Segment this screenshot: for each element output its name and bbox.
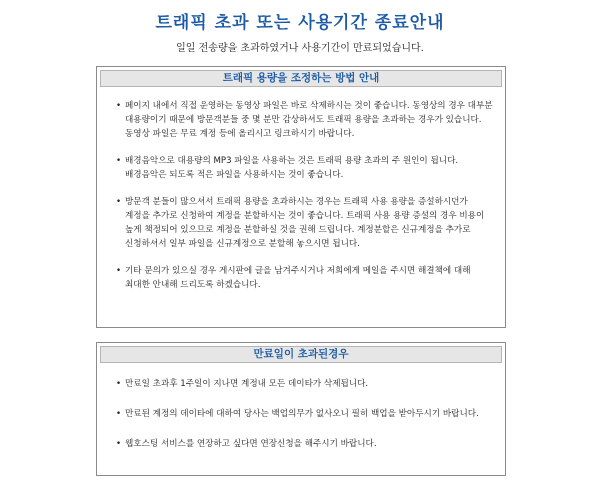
list-item-text: 웹호스팅 서비스를 연장하고 싶다면 연장신청을 해주시기 바랍니다. [125,439,377,449]
list-item [116,377,495,391]
bullet-icon: • [116,439,122,449]
list-item-text: 만료일 초과후 1주일이 지나면 계정내 모든 데이타가 삭제됩니다. [125,379,369,389]
list-item-text: 배경음악으로 대용량의 MP3 파일을 사용하는 것은 트래픽 용량 초과의 주 원인이 됩니다. 배경음악은 되도록 적은 파일을 사용하시는 것이 좋습니다. [125,156,459,180]
bullet-icon: • [116,101,122,111]
list-item [116,195,495,251]
page-subtitle: 일일 전송량을 초과하였거나 사용기간이 만료되었습니다. [176,43,424,54]
bullet-icon: • [116,266,122,276]
list-item-text: 기타 문의가 있으실 경우 게시판에 글을 남겨주시거나 저희에게 메일을 주시면 해결책에 대해 최대한 안내해 드리도록 하겠습니다. [125,266,471,290]
page-title: 트래픽 초과 또는 사용기간 종료안내 [155,13,445,33]
bullet-icon: • [116,379,122,389]
list-item [116,407,495,421]
bullet-icon: • [116,156,122,166]
traffic-guide-list [97,87,505,292]
traffic-guide-title: 트래픽 용량을 조정하는 방법 안내 [100,70,502,87]
list-item [116,264,495,292]
expiry-panel-title: 만료일이 초과된경우 [100,346,502,363]
traffic-guide-panel [96,66,506,328]
list-item [116,437,495,451]
list-item-text: 페이지 내에서 직접 운영하는 동영상 파일은 바로 삭제하시는 것이 좋습니다. 동영상의 경우 대부분 대용량이기 때문에 방문객분들 중 몇 분만 감상하셔도 트래픽 용량을 초과하는 경우가 있습니다. 동영상 파일은 무료 계정 등에 올리시고 링크하시기 바랍니다. [125,101,493,139]
expiry-panel [96,342,506,476]
list-item [116,99,495,141]
bullet-icon: • [116,409,122,419]
expiry-list [97,363,505,451]
list-item [116,154,495,182]
list-item-text: 방문객 분들이 많으셔서 트래픽 용량을 초과하시는 경우는 트래픽 사용 용량을 증설하시던가 계정을 추가로 신청하여 계정을 분할하시는 것이 좋습니다. 트래픽 사용 용량 증설의 경우 비용이 높게 책정되어 있으므로 계정을 분할하실 것을 권해 드립니다. 계정분할은 신규계정을 추가로 신청하셔서 일부 파일을 신규계정으로 분할해 놓으시면 됩니다. [125,197,485,249]
list-item-text: 만료된 계정의 데이타에 대하여 당사는 백업의무가 없사오니 필히 백업을 받아두시기 바랍니다. [125,409,479,419]
bullet-icon: • [116,197,122,207]
